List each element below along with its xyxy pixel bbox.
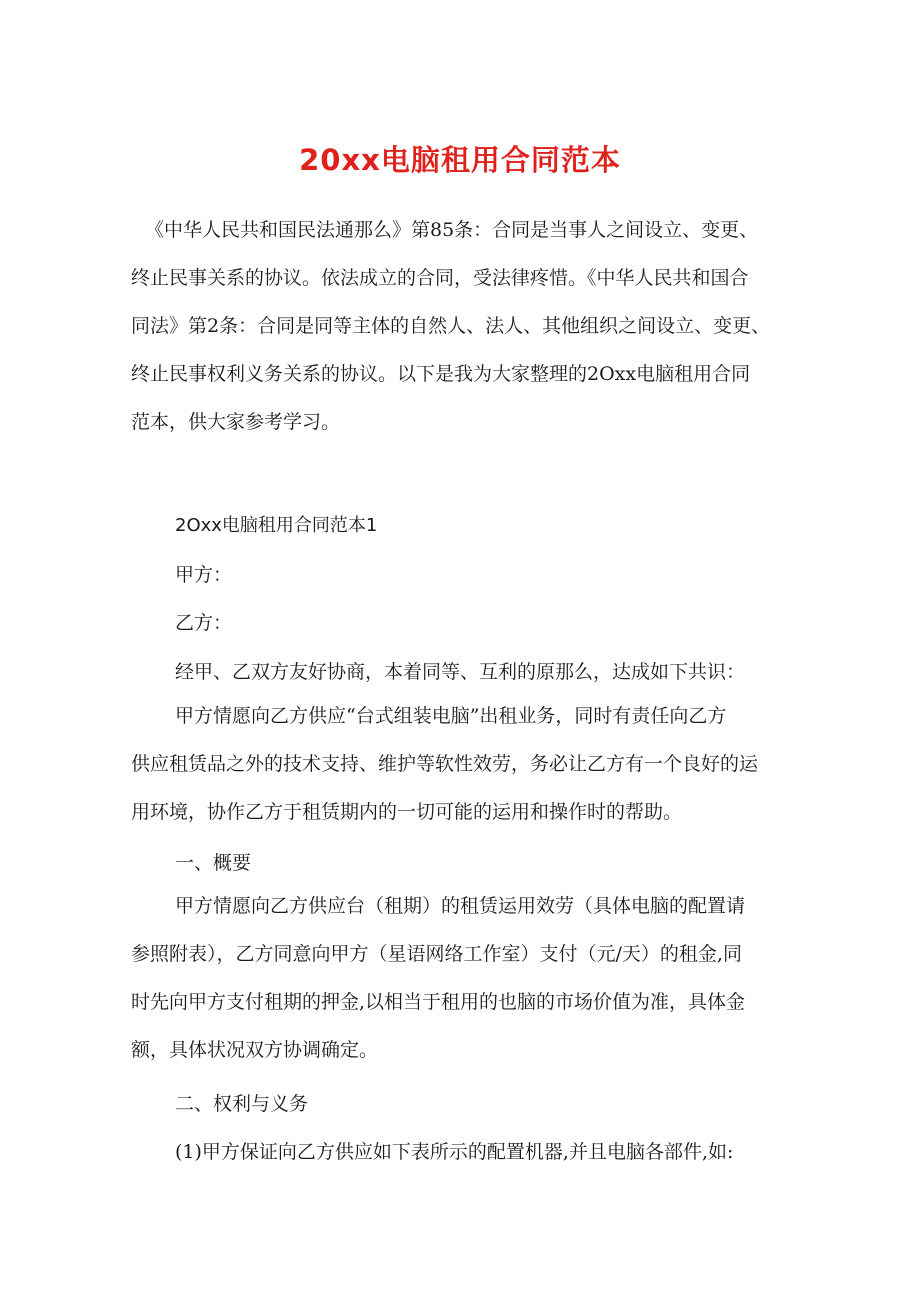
- intro-line: 终止民事关系的协议。依法成立的合同，受法律疼惜。《中华人民共和国合: [131, 267, 749, 289]
- heading-rights: 二、权利与义务: [175, 1093, 309, 1115]
- paragraph-line: 甲方情愿向乙方供应台（租期）的租赁运用效劳（具体电脑的配置请: [175, 895, 746, 917]
- paragraph-line: 甲方情愿向乙方供应“台式组装电脑”出租业务，同时有责任向乙方: [175, 705, 727, 727]
- paragraph-line: 参照附表），乙方同意向甲方（星语网络工作室）支付（元/天）的租金,同: [131, 943, 742, 965]
- intro-line: 同法》第2条：合同是同等主体的自然人、法人、其他组织之间设立、变更、: [131, 315, 771, 337]
- paragraph-line: 额，具体状况双方协调确定。: [131, 1039, 379, 1061]
- intro-paragraph: [131, 218, 811, 458]
- item-1: (1)甲方保证向乙方供应如下表所示的配置机器,并且电脑各部件,如:: [175, 1141, 734, 1163]
- paragraph-line: 供应租赁品之外的技术支持、维护等软性效劳，务必让乙方有一个良好的运: [131, 753, 759, 775]
- section-title: 2Oxx电脑租用合同范本1: [175, 515, 378, 536]
- paragraph-line: 用环境，协作乙方于租赁期内的一切可能的运用和操作时的帮助。: [131, 801, 683, 823]
- agreement-statement: 经甲、乙双方友好协商，本着同等、互利的原那么，达成如下共识：: [175, 661, 746, 683]
- party-a-label: 甲方：: [175, 564, 233, 586]
- intro-line: 范本，供大家参考学习。: [131, 411, 341, 433]
- intro-line: 《中华人民共和国民法通那么》第85条：合同是当事人之间设立、变更、: [145, 219, 759, 241]
- document-title: 20xx电脑租用合同范本: [299, 143, 621, 177]
- heading-overview: 一、概要: [175, 852, 252, 874]
- party-b-label: 乙方：: [175, 612, 233, 634]
- paragraph-overview: [131, 894, 811, 1086]
- paragraph-service: [131, 704, 811, 848]
- paragraph-line: 时先向甲方支付租期的押金,以相当于租用的也脑的市场价值为准，具体金: [131, 991, 746, 1013]
- intro-line: 终止民事权利义务关系的协议。以下是我为大家整理的2Oxx电脑租用合同: [131, 363, 751, 385]
